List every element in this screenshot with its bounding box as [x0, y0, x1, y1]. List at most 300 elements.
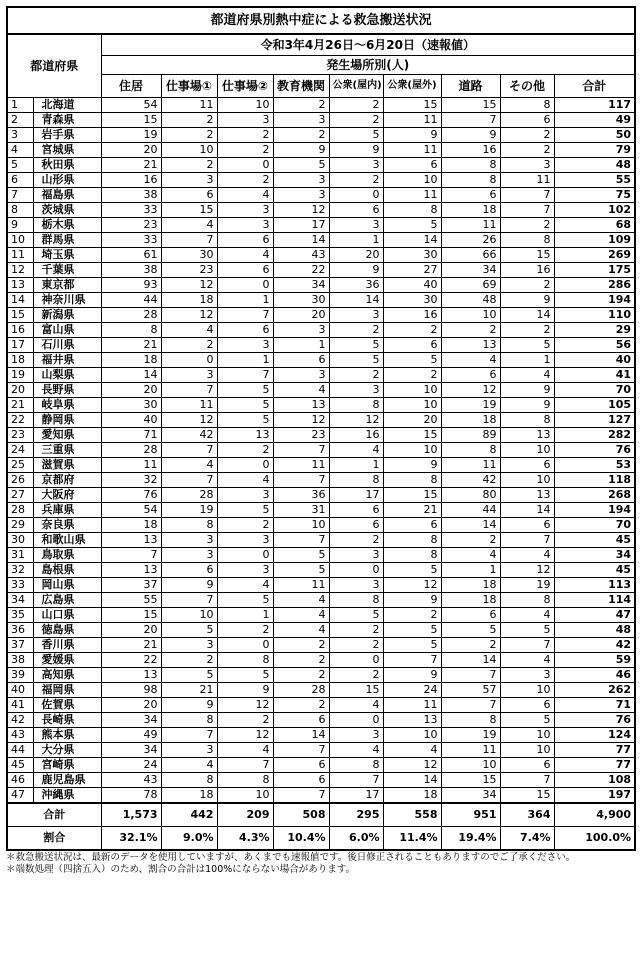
count-cell: 13	[101, 533, 161, 548]
count-cell: 7	[273, 533, 329, 548]
count-cell: 6	[441, 608, 500, 623]
count-cell: 3	[161, 743, 217, 758]
count-cell: 2	[161, 158, 217, 173]
column-header: 公衆(屋内)	[329, 75, 383, 98]
count-cell: 8	[217, 773, 273, 788]
count-cell: 0	[217, 458, 273, 473]
count-cell: 69	[441, 278, 500, 293]
table-row	[7, 758, 635, 773]
count-cell: 2	[441, 533, 500, 548]
count-cell: 7	[441, 668, 500, 683]
table-row	[7, 413, 635, 428]
count-cell: 14	[500, 308, 554, 323]
prefecture-name: 静岡県	[33, 413, 101, 428]
count-cell: 20	[329, 248, 383, 263]
count-cell: 13	[500, 428, 554, 443]
table-row	[7, 158, 635, 173]
ratio-row-cell: 6.0%	[329, 827, 383, 851]
count-cell: 2	[500, 128, 554, 143]
table-row	[7, 293, 635, 308]
count-cell: 4	[441, 353, 500, 368]
count-cell: 14	[441, 518, 500, 533]
count-cell: 3	[329, 158, 383, 173]
count-cell: 10	[217, 98, 273, 113]
table-row	[7, 458, 635, 473]
count-cell: 5	[161, 623, 217, 638]
count-cell: 7	[329, 773, 383, 788]
count-cell: 7	[500, 638, 554, 653]
count-cell: 28	[161, 488, 217, 503]
count-cell: 8	[329, 398, 383, 413]
count-cell: 0	[329, 188, 383, 203]
count-cell: 7	[441, 698, 500, 713]
count-cell: 30	[383, 248, 441, 263]
count-cell: 2	[161, 113, 217, 128]
table-row	[7, 683, 635, 698]
count-cell: 28	[101, 443, 161, 458]
count-cell: 6	[441, 188, 500, 203]
prefecture-name: 徳島県	[33, 623, 101, 638]
table-row	[7, 248, 635, 263]
row-number: 13	[7, 278, 33, 293]
count-cell: 2	[161, 653, 217, 668]
count-cell: 2	[500, 143, 554, 158]
count-cell: 8	[161, 518, 217, 533]
count-cell: 7	[383, 653, 441, 668]
row-number: 22	[7, 413, 33, 428]
row-number: 23	[7, 428, 33, 443]
row-total-cell: 76	[554, 443, 635, 458]
prefecture-name: 和歌山県	[33, 533, 101, 548]
table-row	[7, 518, 635, 533]
prefecture-name: 富山県	[33, 323, 101, 338]
count-cell: 11	[441, 743, 500, 758]
ratio-row-cell: 4.3%	[217, 827, 273, 851]
count-cell: 11	[161, 98, 217, 113]
count-cell: 8	[161, 773, 217, 788]
count-cell: 13	[500, 488, 554, 503]
count-cell: 2	[329, 113, 383, 128]
count-cell: 15	[101, 608, 161, 623]
count-cell: 6	[500, 113, 554, 128]
column-header: 道路	[441, 75, 500, 98]
count-cell: 20	[101, 698, 161, 713]
count-cell: 3	[273, 323, 329, 338]
count-cell: 16	[441, 143, 500, 158]
count-cell: 28	[101, 308, 161, 323]
count-cell: 5	[273, 563, 329, 578]
count-cell: 7	[500, 533, 554, 548]
count-cell: 11	[441, 458, 500, 473]
count-cell: 24	[101, 758, 161, 773]
count-cell: 3	[500, 158, 554, 173]
row-number: 32	[7, 563, 33, 578]
row-number: 10	[7, 233, 33, 248]
table-row	[7, 308, 635, 323]
count-cell: 4	[329, 443, 383, 458]
count-cell: 11	[273, 458, 329, 473]
count-cell: 3	[273, 368, 329, 383]
total-row	[7, 803, 635, 827]
row-number: 37	[7, 638, 33, 653]
count-cell: 5	[273, 548, 329, 563]
count-cell: 11	[500, 173, 554, 188]
row-total-cell: 194	[554, 503, 635, 518]
count-cell: 24	[383, 683, 441, 698]
count-cell: 9	[383, 128, 441, 143]
count-cell: 5	[329, 338, 383, 353]
column-header: 住居	[101, 75, 161, 98]
count-cell: 2	[329, 623, 383, 638]
count-cell: 14	[101, 368, 161, 383]
count-cell: 7	[217, 308, 273, 323]
count-cell: 3	[273, 173, 329, 188]
table-header	[7, 7, 635, 98]
count-cell: 4	[273, 608, 329, 623]
row-number: 3	[7, 128, 33, 143]
count-cell: 31	[273, 503, 329, 518]
row-number: 21	[7, 398, 33, 413]
row-number: 17	[7, 338, 33, 353]
prefecture-name: 岩手県	[33, 128, 101, 143]
column-header: その他	[500, 75, 554, 98]
table-row	[7, 353, 635, 368]
count-cell: 5	[329, 608, 383, 623]
table-row	[7, 218, 635, 233]
count-cell: 17	[329, 488, 383, 503]
row-total-cell: 50	[554, 128, 635, 143]
count-cell: 13	[101, 563, 161, 578]
table-row	[7, 773, 635, 788]
prefecture-name: 山形県	[33, 173, 101, 188]
row-total-cell: 48	[554, 158, 635, 173]
count-cell: 54	[101, 98, 161, 113]
count-cell: 44	[441, 503, 500, 518]
footnote-rounding: ＊端数処理（四捨五入）のため、割合の合計は100%にならない場合があります。	[6, 864, 356, 875]
count-cell: 2	[273, 653, 329, 668]
count-cell: 4	[217, 743, 273, 758]
count-cell: 4	[500, 548, 554, 563]
prefecture-name: 青森県	[33, 113, 101, 128]
count-cell: 2	[500, 278, 554, 293]
count-cell: 2	[500, 323, 554, 338]
prefecture-name: 群馬県	[33, 233, 101, 248]
count-cell: 1	[217, 293, 273, 308]
count-cell: 27	[383, 263, 441, 278]
count-cell: 9	[273, 143, 329, 158]
count-cell: 38	[101, 263, 161, 278]
row-number: 31	[7, 548, 33, 563]
count-cell: 3	[161, 368, 217, 383]
count-cell: 2	[273, 98, 329, 113]
prefecture-name: 沖縄県	[33, 788, 101, 804]
count-cell: 2	[329, 173, 383, 188]
count-cell: 5	[500, 713, 554, 728]
count-cell: 3	[273, 188, 329, 203]
count-cell: 0	[329, 563, 383, 578]
prefecture-name: 東京都	[33, 278, 101, 293]
count-cell: 16	[329, 428, 383, 443]
count-cell: 40	[101, 413, 161, 428]
count-cell: 14	[500, 503, 554, 518]
heatstroke-table	[6, 6, 636, 851]
count-cell: 0	[217, 638, 273, 653]
count-cell: 3	[329, 218, 383, 233]
row-number: 45	[7, 758, 33, 773]
prefecture-name: 茨城県	[33, 203, 101, 218]
row-number: 11	[7, 248, 33, 263]
count-cell: 18	[441, 578, 500, 593]
count-cell: 6	[329, 503, 383, 518]
prefecture-name: 秋田県	[33, 158, 101, 173]
table-row	[7, 503, 635, 518]
count-cell: 6	[500, 758, 554, 773]
count-cell: 11	[383, 113, 441, 128]
count-cell: 32	[101, 473, 161, 488]
count-cell: 12	[273, 413, 329, 428]
count-cell: 21	[101, 158, 161, 173]
total-row-cell: 442	[161, 803, 217, 827]
table-row	[7, 473, 635, 488]
count-cell: 2	[329, 323, 383, 338]
count-cell: 6	[273, 353, 329, 368]
count-cell: 23	[273, 428, 329, 443]
prefecture-name: 石川県	[33, 338, 101, 353]
count-cell: 5	[217, 668, 273, 683]
count-cell: 42	[441, 473, 500, 488]
count-cell: 0	[161, 353, 217, 368]
row-total-cell: 46	[554, 668, 635, 683]
count-cell: 61	[101, 248, 161, 263]
column-header-row	[7, 75, 635, 98]
row-total-cell: 56	[554, 338, 635, 353]
count-cell: 0	[329, 713, 383, 728]
ratio-row-cell: 19.4%	[441, 827, 500, 851]
count-cell: 16	[500, 263, 554, 278]
count-cell: 3	[329, 383, 383, 398]
count-cell: 10	[500, 443, 554, 458]
row-total-cell: 55	[554, 173, 635, 188]
column-header: 公衆(屋外)	[383, 75, 441, 98]
table-row	[7, 548, 635, 563]
count-cell: 15	[383, 488, 441, 503]
count-cell: 18	[101, 353, 161, 368]
count-cell: 6	[217, 233, 273, 248]
count-cell: 22	[273, 263, 329, 278]
count-cell: 4	[161, 218, 217, 233]
table-row	[7, 698, 635, 713]
prefecture-name: 栃木県	[33, 218, 101, 233]
count-cell: 8	[383, 203, 441, 218]
count-cell: 49	[101, 728, 161, 743]
table-row	[7, 743, 635, 758]
count-cell: 30	[273, 293, 329, 308]
count-cell: 3	[217, 338, 273, 353]
count-cell: 4	[273, 593, 329, 608]
count-cell: 7	[217, 758, 273, 773]
count-cell: 7	[441, 113, 500, 128]
table-row	[7, 443, 635, 458]
row-total-cell: 75	[554, 188, 635, 203]
count-cell: 4	[217, 578, 273, 593]
count-cell: 34	[273, 278, 329, 293]
prefecture-name: 京都府	[33, 473, 101, 488]
count-cell: 36	[273, 488, 329, 503]
count-cell: 12	[383, 578, 441, 593]
count-cell: 15	[500, 788, 554, 804]
count-cell: 11	[273, 578, 329, 593]
row-number: 28	[7, 503, 33, 518]
row-number: 44	[7, 743, 33, 758]
row-total-cell: 70	[554, 518, 635, 533]
count-cell: 19	[441, 398, 500, 413]
count-cell: 13	[441, 338, 500, 353]
ratio-row-cell: 7.4%	[500, 827, 554, 851]
count-cell: 11	[441, 218, 500, 233]
count-cell: 5	[217, 413, 273, 428]
count-cell: 1	[441, 563, 500, 578]
count-cell: 5	[161, 668, 217, 683]
row-number: 39	[7, 668, 33, 683]
count-cell: 12	[329, 413, 383, 428]
count-cell: 15	[329, 683, 383, 698]
prefecture-name: 佐賀県	[33, 698, 101, 713]
row-total-cell: 114	[554, 593, 635, 608]
count-cell: 10	[217, 788, 273, 804]
table-row	[7, 788, 635, 804]
count-cell: 10	[161, 608, 217, 623]
count-cell: 8	[441, 713, 500, 728]
count-cell: 2	[217, 623, 273, 638]
count-cell: 7	[500, 773, 554, 788]
row-total-cell: 117	[554, 98, 635, 113]
count-cell: 3	[217, 533, 273, 548]
count-cell: 7	[217, 368, 273, 383]
count-cell: 13	[217, 428, 273, 443]
count-cell: 28	[273, 683, 329, 698]
count-cell: 8	[441, 173, 500, 188]
count-cell: 1	[217, 608, 273, 623]
count-cell: 5	[217, 383, 273, 398]
count-cell: 78	[101, 788, 161, 804]
row-total-cell: 41	[554, 368, 635, 383]
row-total-cell: 77	[554, 743, 635, 758]
count-cell: 5	[273, 158, 329, 173]
count-cell: 42	[161, 428, 217, 443]
count-cell: 3	[217, 203, 273, 218]
count-cell: 10	[383, 398, 441, 413]
count-cell: 2	[217, 518, 273, 533]
count-cell: 4	[441, 548, 500, 563]
prefecture-name: 広島県	[33, 593, 101, 608]
count-cell: 15	[383, 98, 441, 113]
row-number: 15	[7, 308, 33, 323]
count-cell: 6	[161, 563, 217, 578]
count-cell: 5	[329, 353, 383, 368]
row-total-cell: 286	[554, 278, 635, 293]
count-cell: 10	[500, 728, 554, 743]
count-cell: 1	[273, 338, 329, 353]
count-cell: 34	[441, 788, 500, 804]
table-row	[7, 338, 635, 353]
count-cell: 13	[273, 398, 329, 413]
row-number: 18	[7, 353, 33, 368]
count-cell: 7	[161, 233, 217, 248]
count-cell: 40	[383, 278, 441, 293]
total-row-label: 合計	[7, 803, 101, 827]
count-cell: 5	[441, 623, 500, 638]
count-cell: 4	[500, 653, 554, 668]
count-cell: 8	[500, 593, 554, 608]
count-cell: 4	[161, 458, 217, 473]
prefecture-name: 千葉県	[33, 263, 101, 278]
prefecture-name: 宮城県	[33, 143, 101, 158]
count-cell: 7	[161, 383, 217, 398]
count-cell: 2	[329, 533, 383, 548]
prefecture-name: 宮崎県	[33, 758, 101, 773]
table-row	[7, 428, 635, 443]
row-number: 43	[7, 728, 33, 743]
count-cell: 30	[101, 398, 161, 413]
table-row	[7, 653, 635, 668]
row-total-cell: 108	[554, 773, 635, 788]
table-row	[7, 278, 635, 293]
prefecture-name: 鹿児島県	[33, 773, 101, 788]
count-cell: 6	[161, 188, 217, 203]
count-cell: 57	[441, 683, 500, 698]
table-row	[7, 713, 635, 728]
table-row	[7, 623, 635, 638]
count-cell: 6	[441, 368, 500, 383]
count-cell: 9	[161, 578, 217, 593]
row-number: 25	[7, 458, 33, 473]
count-cell: 6	[329, 518, 383, 533]
count-cell: 4	[383, 743, 441, 758]
count-cell: 5	[383, 218, 441, 233]
count-cell: 43	[101, 773, 161, 788]
period-header: 令和3年4月26日～6月20日（速報値）	[101, 34, 635, 56]
prefecture-name: 北海道	[33, 98, 101, 113]
count-cell: 0	[329, 653, 383, 668]
count-cell: 21	[101, 338, 161, 353]
ratio-row-cell: 11.4%	[383, 827, 441, 851]
table-row	[7, 563, 635, 578]
count-cell: 10	[383, 383, 441, 398]
count-cell: 7	[101, 548, 161, 563]
count-cell: 19	[101, 128, 161, 143]
count-cell: 0	[217, 158, 273, 173]
count-cell: 15	[161, 203, 217, 218]
count-cell: 8	[329, 473, 383, 488]
row-number: 40	[7, 683, 33, 698]
table-row	[7, 488, 635, 503]
count-cell: 30	[161, 248, 217, 263]
count-cell: 20	[383, 413, 441, 428]
count-cell: 20	[101, 623, 161, 638]
count-cell: 8	[161, 713, 217, 728]
location-header: 発生場所別(人)	[101, 56, 635, 75]
count-cell: 4	[500, 608, 554, 623]
count-cell: 10	[383, 728, 441, 743]
row-number: 41	[7, 698, 33, 713]
column-header: 仕事場①	[161, 75, 217, 98]
prefecture-name: 兵庫県	[33, 503, 101, 518]
count-cell: 7	[161, 473, 217, 488]
count-cell: 7	[273, 443, 329, 458]
ratio-row	[7, 827, 635, 851]
count-cell: 11	[383, 698, 441, 713]
table-row	[7, 608, 635, 623]
